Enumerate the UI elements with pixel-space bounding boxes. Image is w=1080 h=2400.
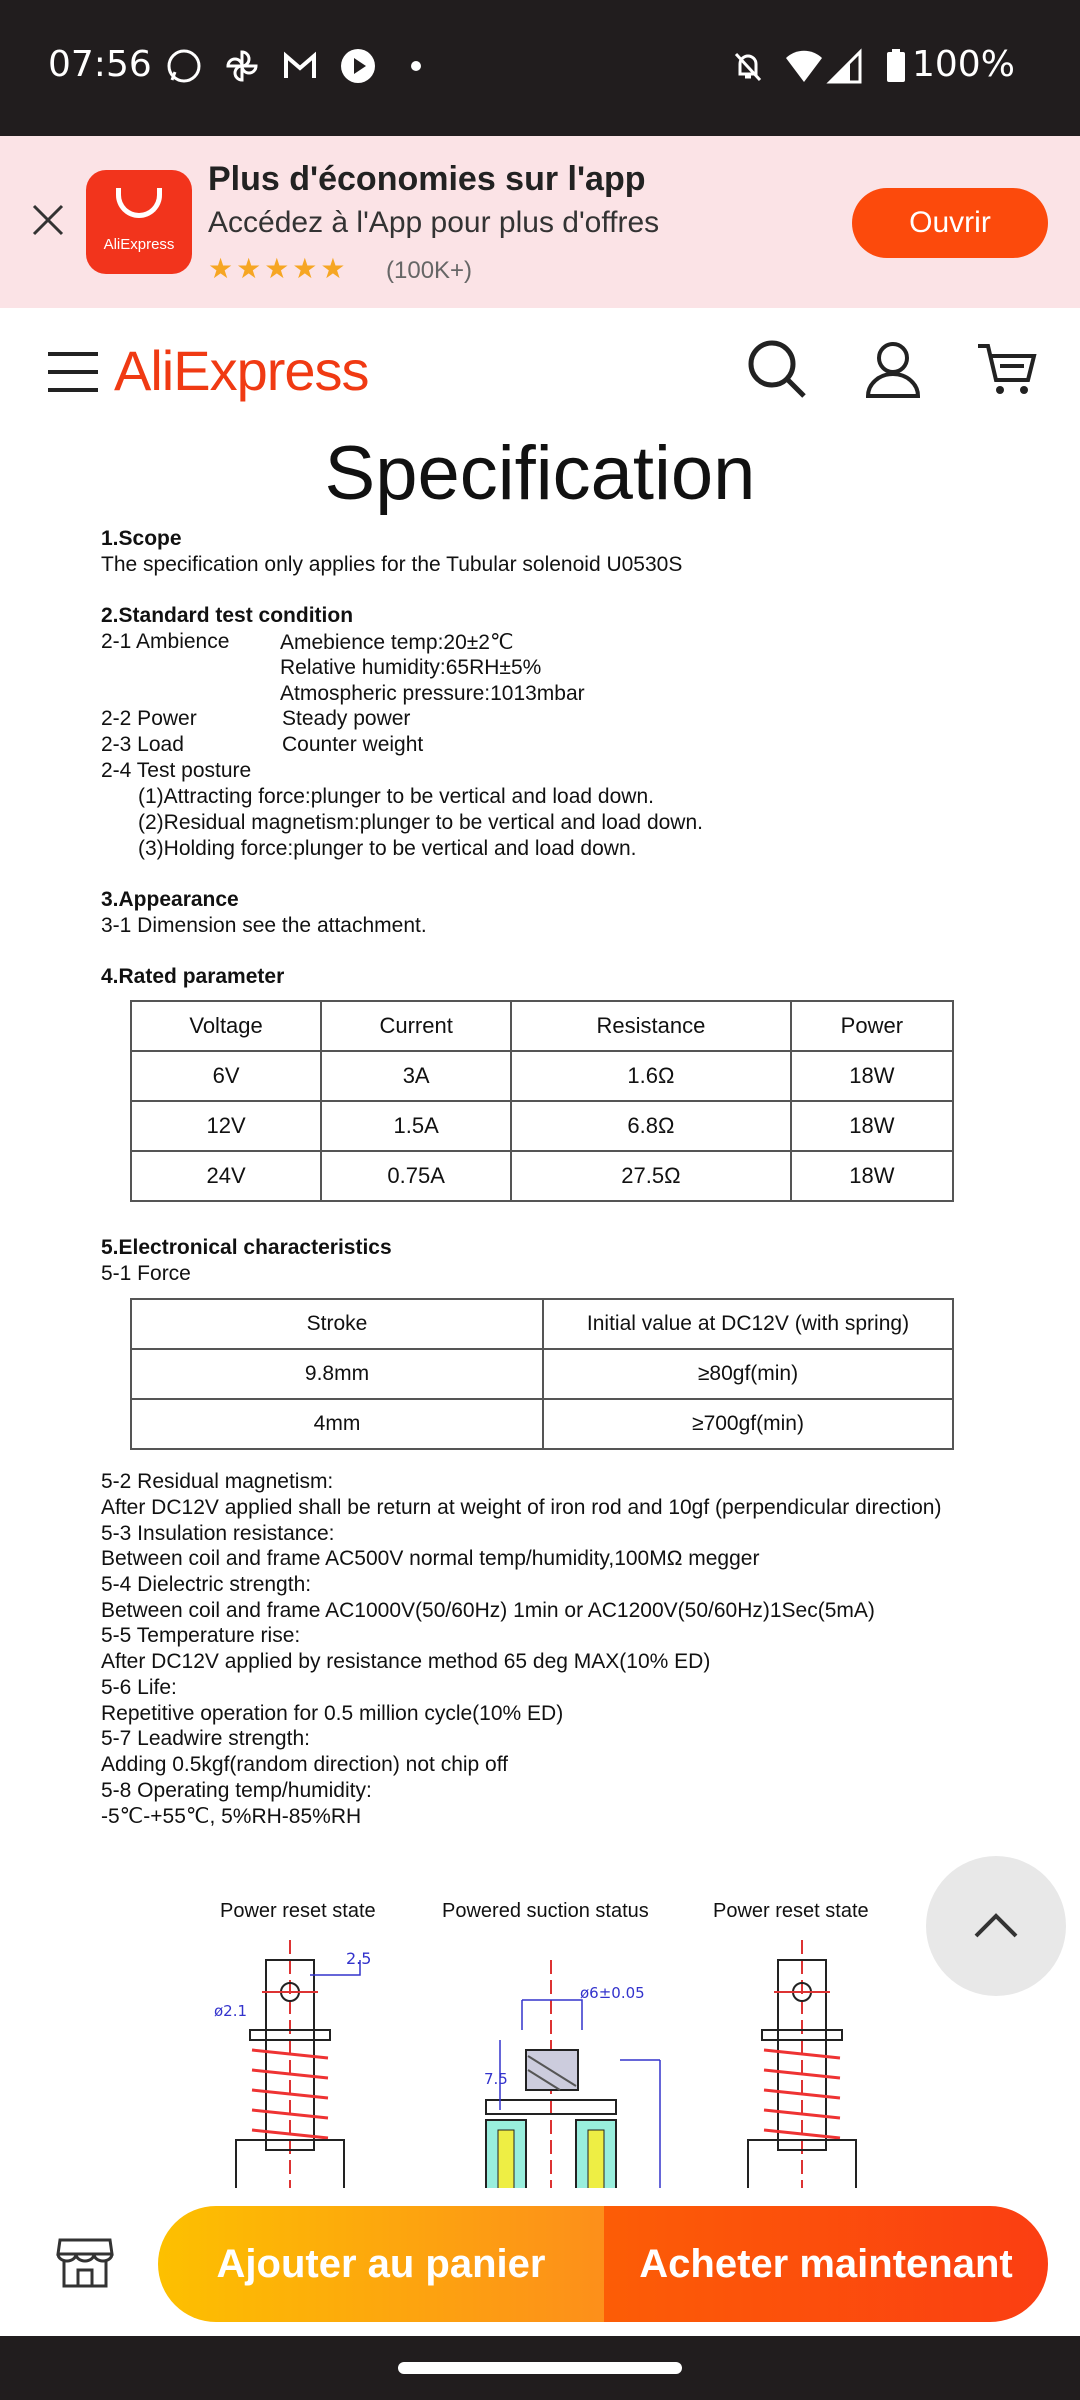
table-cell: 24V	[131, 1151, 321, 1201]
more-notifications-icon	[400, 46, 440, 86]
scroll-to-top-button[interactable]	[926, 1856, 1066, 1996]
spec-title: Specification	[324, 431, 756, 516]
spec-text: Atmospheric pressure:1013mbar	[280, 682, 585, 705]
spec-text: 5-2 Residual magnetism:	[101, 1470, 334, 1493]
pinwheel-icon	[222, 46, 262, 86]
spec-heading-test: 2.Standard test condition	[101, 604, 354, 627]
table-row	[131, 1399, 953, 1449]
store-icon[interactable]	[56, 2236, 114, 2290]
spec-text: 5-3 Insulation resistance:	[101, 1522, 335, 1545]
table-row	[131, 1001, 953, 1051]
search-icon[interactable]	[746, 338, 808, 400]
app-icon-brand: AliExpress	[103, 236, 175, 253]
table-cell: 1.5A	[321, 1101, 511, 1151]
account-icon[interactable]	[862, 338, 924, 400]
table-cell: Power	[791, 1001, 953, 1051]
close-icon[interactable]	[30, 202, 66, 238]
table-row	[131, 1101, 953, 1151]
spec-text: 5-6 Life:	[101, 1676, 177, 1699]
add-to-cart-button[interactable]: Ajouter au panier	[158, 2206, 604, 2322]
clock: 07:56	[48, 44, 152, 85]
spec-text: Steady power	[282, 707, 411, 730]
table-row	[131, 1151, 953, 1201]
banner-title: Plus d'économies sur l'app	[208, 160, 646, 198]
table-cell: 18W	[791, 1051, 953, 1101]
table-cell: 6V	[131, 1051, 321, 1101]
drawing-label: Power reset state	[713, 1900, 869, 1922]
table-cell: 27.5Ω	[511, 1151, 791, 1201]
youtube-icon	[338, 46, 378, 86]
hamburger-menu-icon[interactable]	[46, 348, 100, 396]
dimension-label: 7.5	[484, 2070, 508, 2088]
table-cell: Initial value at DC12V (with spring)	[543, 1299, 953, 1349]
spec-text: Amebience temp:20±2℃	[280, 631, 514, 654]
table-cell: 3A	[321, 1051, 511, 1101]
bell-off-icon	[728, 46, 768, 86]
table-cell: ≥700gf(min)	[543, 1399, 953, 1449]
rating-count: (100K+)	[386, 257, 473, 284]
drawing-label: Power reset state	[220, 1900, 376, 1922]
spec-text: 5-4 Dielectric strength:	[101, 1573, 312, 1596]
gmail-icon	[280, 46, 320, 86]
table-cell: 6.8Ω	[511, 1101, 791, 1151]
spec-text: Repetitive operation for 0.5 million cycle(10% ED)	[101, 1702, 564, 1725]
spec-text: 2-1 Ambience	[101, 630, 230, 653]
table-row	[131, 1051, 953, 1101]
spec-text: (3)Holding force:plunger to be vertical and load down.	[138, 837, 637, 860]
spec-text: After DC12V applied by resistance method 65 deg MAX(10% ED)	[101, 1650, 711, 1673]
spec-heading-rated: 4.Rated parameter	[101, 965, 285, 988]
spec-text: Counter weight	[282, 733, 424, 756]
drawing-reset-right	[748, 1940, 856, 2190]
drawing-reset-left	[214, 1940, 371, 2190]
whatsapp-icon	[164, 46, 204, 86]
dimension-label: ø6±0.05	[580, 1984, 645, 2002]
force-table	[130, 1298, 954, 1450]
spec-text: 3-1 Dimension see the attachment.	[101, 914, 427, 937]
table-row	[131, 1349, 953, 1399]
battery-percent: 100%	[912, 44, 1015, 85]
status-bar	[0, 0, 1080, 136]
rating-stars: ★★★★★	[208, 253, 349, 284]
table-cell: 12V	[131, 1101, 321, 1151]
spec-text: 5-1 Force	[101, 1262, 191, 1285]
battery-icon	[876, 46, 916, 86]
rated-parameter-table	[130, 1000, 954, 1202]
spec-text: Between coil and frame AC500V normal temp/humidity,100MΩ megger	[101, 1547, 760, 1570]
aliexpress-app-icon	[86, 170, 192, 274]
drawing-powered-middle	[484, 1960, 660, 2190]
spec-text: Adding 0.5kgf(random direction) not chip off	[101, 1753, 509, 1776]
table-cell: 0.75A	[321, 1151, 511, 1201]
dimension-label: 2.5	[346, 1949, 372, 1968]
chevron-up-icon	[926, 1856, 1066, 1996]
table-cell: 4mm	[131, 1399, 543, 1449]
spec-text: 2-4 Test posture	[101, 759, 252, 782]
dimension-label: ø2.1	[214, 2002, 248, 2020]
spec-text: -5℃-+55℃, 5%RH-85%RH	[101, 1805, 362, 1828]
table-cell: 18W	[791, 1151, 953, 1201]
table-cell: 1.6Ω	[511, 1051, 791, 1101]
wifi-icon	[784, 46, 824, 86]
cart-icon[interactable]	[976, 338, 1038, 400]
spec-text: Between coil and frame AC1000V(50/60Hz) 1min or AC1200V(50/60Hz)1Sec(5mA)	[101, 1599, 875, 1622]
cell-signal-icon	[826, 46, 866, 86]
spec-text: The specification only applies for the Tubular solenoid U0530S	[101, 553, 683, 576]
spec-text: 5-7 Leadwire strength:	[101, 1727, 310, 1750]
table-row	[131, 1299, 953, 1349]
table-cell: Resistance	[511, 1001, 791, 1051]
home-gesture-handle[interactable]	[398, 2362, 682, 2374]
spec-text: 2-3 Load	[101, 733, 184, 756]
aliexpress-logo[interactable]: AliExpress	[114, 339, 369, 402]
table-cell: ≥80gf(min)	[543, 1349, 953, 1399]
spec-heading-appearance: 3.Appearance	[101, 888, 239, 911]
table-cell: Voltage	[131, 1001, 321, 1051]
open-app-button[interactable]: Ouvrir	[852, 188, 1048, 258]
solenoid-drawings	[0, 1890, 1080, 2190]
spec-text: Relative humidity:65RH±5%	[280, 656, 542, 679]
table-cell: Stroke	[131, 1299, 543, 1349]
drawing-label: Powered suction status	[442, 1900, 649, 1922]
table-cell: Current	[321, 1001, 511, 1051]
table-cell: 9.8mm	[131, 1349, 543, 1399]
spec-text: (1)Attracting force:plunger to be vertical and load down.	[138, 785, 654, 808]
buy-now-button[interactable]: Acheter maintenant	[604, 2206, 1048, 2322]
spec-heading-scope: 1.Scope	[101, 527, 182, 550]
spec-text: After DC12V applied shall be return at weight of iron rod and 10gf (perpendicular direction)	[101, 1496, 942, 1519]
banner-subtitle: Accédez à l'App pour plus d'offres	[208, 206, 660, 239]
spec-text: (2)Residual magnetism:plunger to be vertical and load down.	[138, 811, 703, 834]
spec-text: 5-8 Operating temp/humidity:	[101, 1779, 372, 1802]
table-cell: 18W	[791, 1101, 953, 1151]
spec-text: 5-5 Temperature rise:	[101, 1624, 301, 1647]
spec-text: 2-2 Power	[101, 707, 197, 730]
spec-heading-electronical: 5.Electronical characteristics	[101, 1236, 392, 1259]
